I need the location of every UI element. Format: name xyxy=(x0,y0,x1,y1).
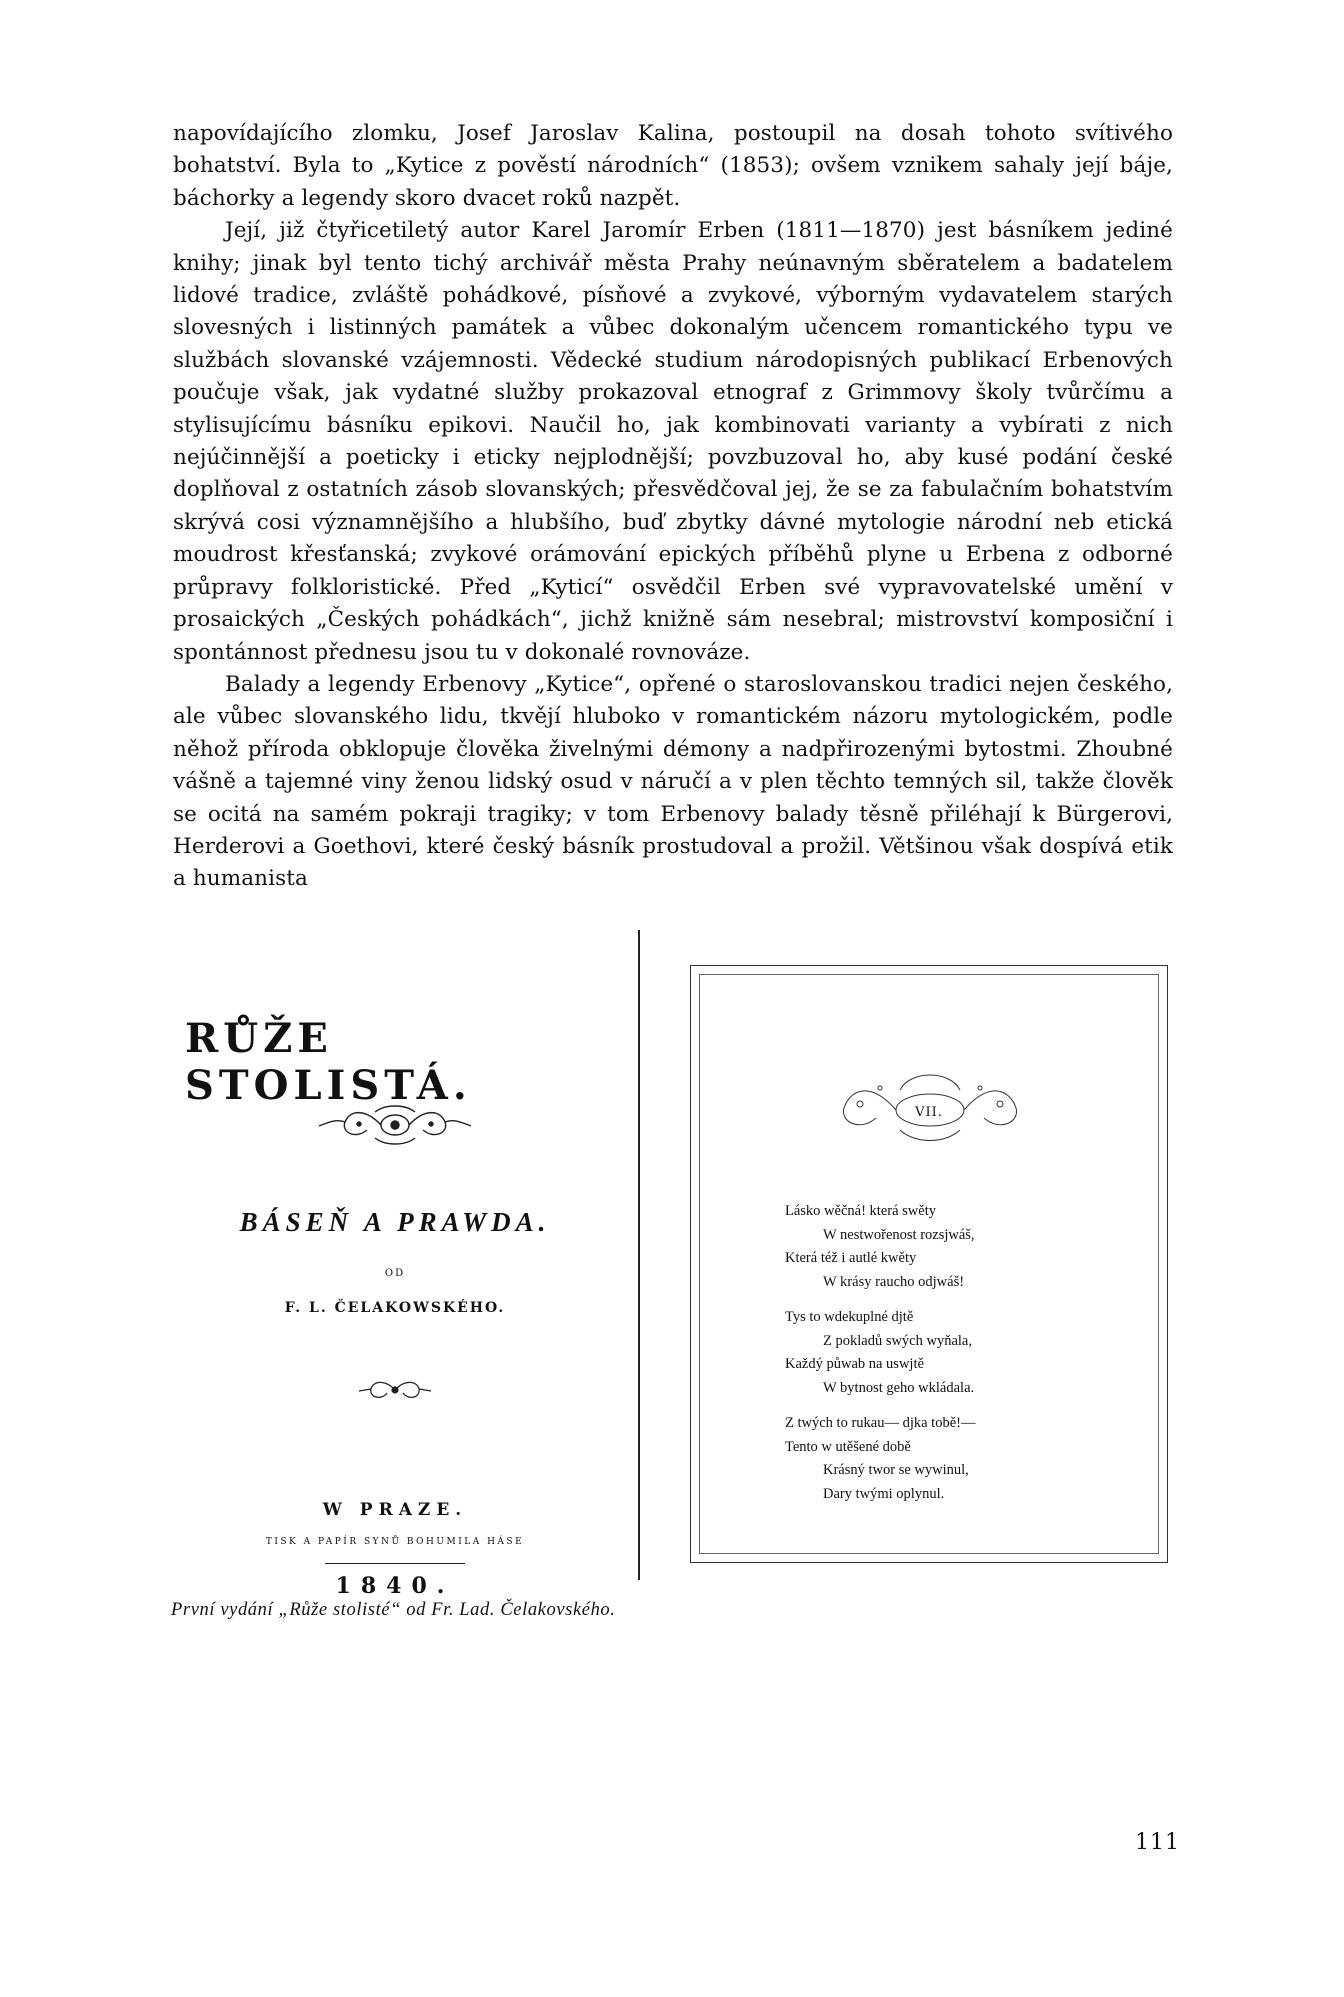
poem-line: Tys to wdekuplné djtě xyxy=(785,1309,914,1325)
paragraph-1: napovídajícího zlomku, Josef Jaroslav Kalina, postoupil na dosah tohoto svítivého bohatství. Byla to „Kytice z pověstí národních“ (1853); ovšem vznikem sahaly její báje, báchorky a legendy skoro dvacet roků nazpět. xyxy=(173,121,1173,211)
printer-line: TISK A PAPÍR SYNŮ BOHUMILA HÁSE xyxy=(265,1537,525,1547)
poem-line: W bytnost geho wkládala. xyxy=(823,1379,975,1396)
poem-line: Z twých to rukau— djka tobě!— xyxy=(785,1415,976,1431)
poem-page-facsimile xyxy=(690,965,1168,1565)
title-rule xyxy=(325,1563,465,1564)
poem-line: Dary twými oplynul. xyxy=(823,1485,945,1502)
book-subtitle: BÁSEŇ A PRAWDA. xyxy=(239,1207,551,1237)
poem-line: Která též i autlé kwěty xyxy=(785,1250,917,1266)
page-number: 111 xyxy=(1135,1830,1180,1855)
poem-line: Z pokladů swých wyňala, xyxy=(823,1332,972,1349)
poem-line: Tento w utěšené době xyxy=(785,1438,911,1455)
paragraph-2: Její, již čtyřicetiletý autor Karel Jaromír Erben (1811—1870) jest básníkem jediné knihy; jinak byl tento tichý archivář města Prahy neúnavným sběratelem a badatelem lidové tradice, zvláště pohádkové, písňové a zvykové, výborným vydavatelem starých slovesných i listinných památek a vůbec dokonalým učencem romantického typu ve službách slovanské vzájemnosti. Vědecké studium národopisných publikací Erbenových poučuje však, jak vydatné služby prokazoval etnograf z Grimmovy školy tvůrčímu a stylisujícímu básníku epikovi. Naučil ho, jak kombinovati varianty a vybírati z nich nejúčinnější a poeticky i eticky nejplodnější; povzbuzoval ho, aby kusé podání české doplňoval z ostatních zásob slovanských; přesvědčoval jej, že se za fabulačním bohatstvím skrývá cosi významnějšího a hlubšího, buď zbytky dávné mytologie národní neb etická moudrost křesťanská; zvykové orámování epických příběhů plyne u Erbena z odborné průpravy folkloristické. Před „Kyticí“ osvědčil Erben své vypravovatelské umění v prosaických „Českých pohádkách“, jichž knižně sám nesebral; mistrovství komposiční i spontánnost přednesu jsou tu v dokonalé rovnováze. xyxy=(173,218,1173,665)
center-divider xyxy=(638,930,640,1580)
author-name: F. L. ČELAKOWSKÉHO. xyxy=(284,1300,506,1316)
floral-ornament-icon xyxy=(315,1100,475,1150)
figure-caption: První vydání „Růže stolisté“ od Fr. Lad. Čelakovského. xyxy=(171,1600,616,1620)
poem-line: Lásko wěčná! která swěty xyxy=(785,1203,936,1219)
poem-numeral: VII. xyxy=(915,1105,943,1120)
poem xyxy=(785,1200,1115,1506)
paragraph-3: Balady a legendy Erbenovy „Kytice“, opřené o staroslovanskou tradici nejen českého, ale vůbec slovanského lidu, tkvějí hluboko v romantickém názoru mytologickém, podle něhož příroda obklopuje člověka živelnými démony a nadpřirozenými bytostmi. Zhoubné vášně a tajemné viny ženou lidský osud v náručí a v plen těchto temných sil, takže člověk se ocitá na samém pokraji tragiky; v tom Erbenovy balady těsně přiléhají k Bürgerovi, Herderovi a Goethovi, které český básník prostudoval a prožil. Většinou však dospívá etik a humanista xyxy=(173,671,1173,892)
print-year: 1840. xyxy=(335,1573,455,1599)
body-text xyxy=(173,118,1173,896)
print-city: W PRAZE. xyxy=(322,1500,468,1520)
poem-line: W krásy raucho odjwáš! xyxy=(823,1273,965,1290)
title-page-facsimile xyxy=(165,935,625,1599)
poem-line: Krásný twor se wywinul, xyxy=(823,1462,969,1478)
poem-line: Každý půwab na uswjtě xyxy=(785,1356,924,1372)
small-ornament-icon xyxy=(355,1375,435,1405)
book-title: RŮŽE STOLISTÁ. xyxy=(185,1015,472,1109)
by-line: OD xyxy=(384,1268,406,1279)
poem-line: W nestwořenost rozsjwáš, xyxy=(823,1226,975,1243)
